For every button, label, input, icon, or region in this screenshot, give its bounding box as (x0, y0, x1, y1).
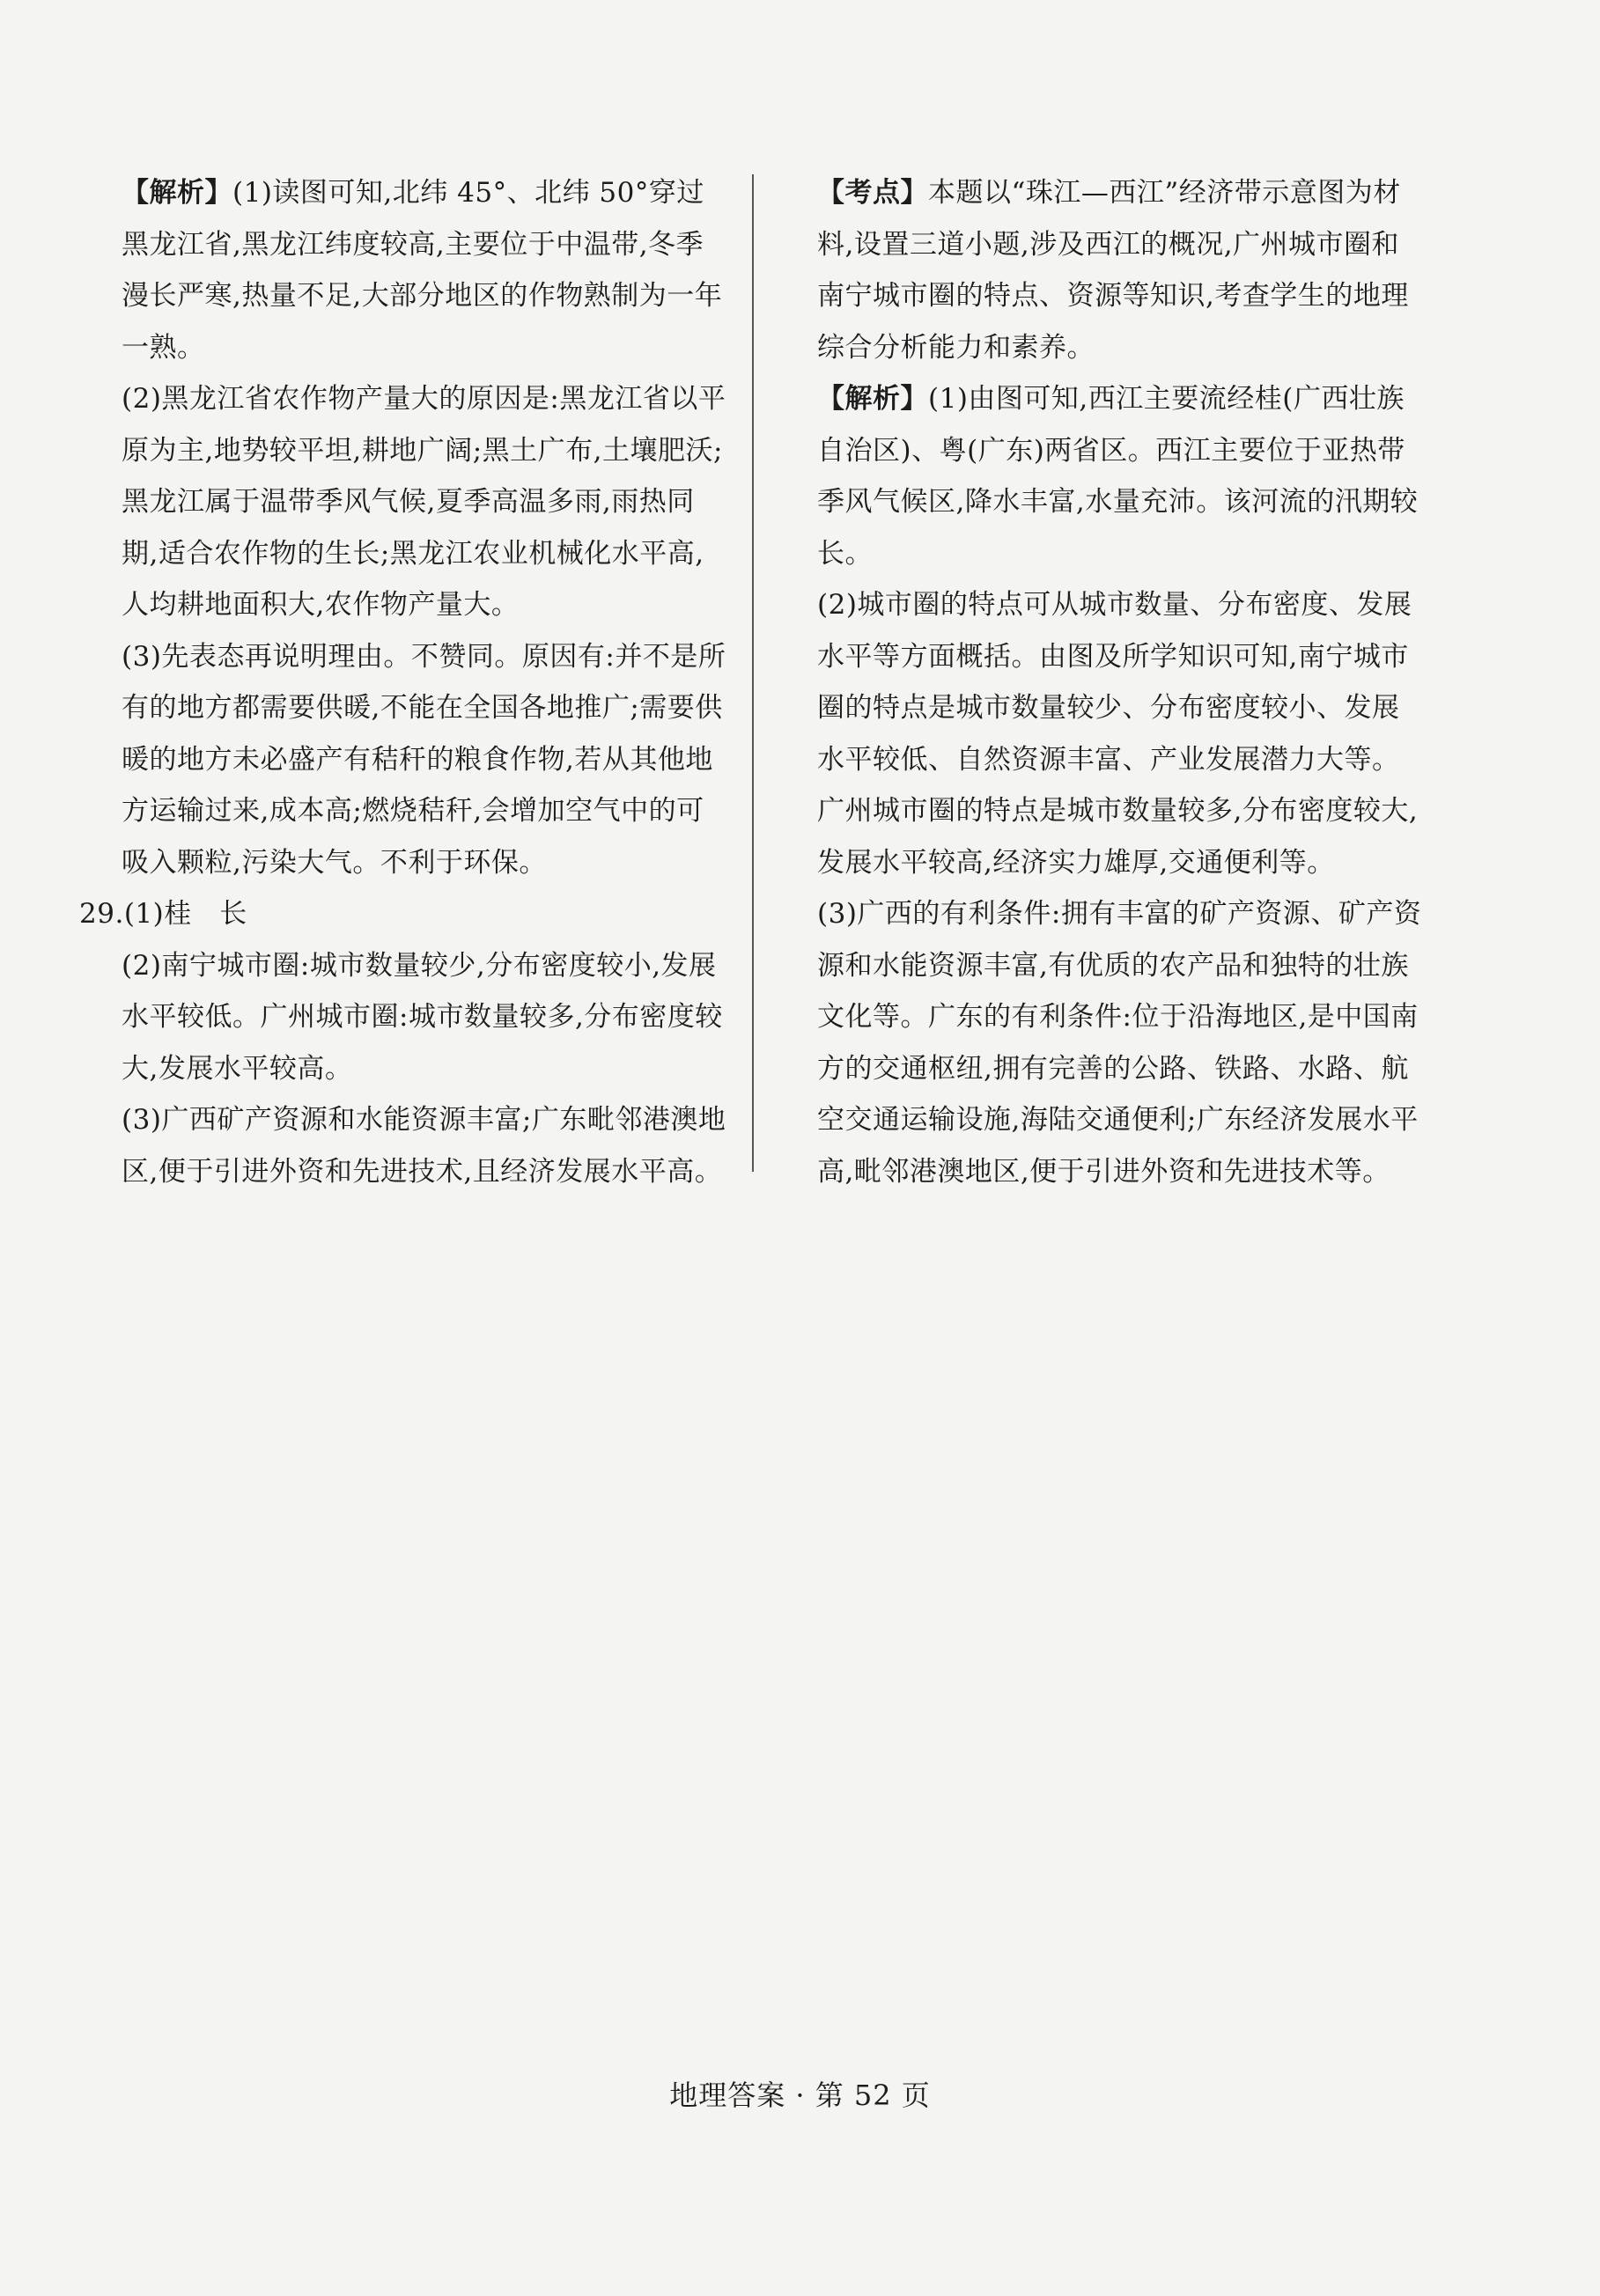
analysis-block-3: (3)先表态再说明理由。不赞同。原因有:并不是所有的地方都需要供暖,不能在全国各地推广;需要供暖的地方未必盛产有秸秆的粮食作物,若从其他地方运输过来,成本高;燃烧秸秆,会增加空气中的可吸入颗粒,污染大气。不利于环保。 (122, 640, 726, 879)
question-number: 29. (79, 898, 124, 930)
question-29-answer-2: (2)南宁城市圈:城市数量较少,分布密度较小,发展水平较低。广州城市圈:城市数量较多,分布密度较大,发展水平较高。 (122, 949, 723, 1085)
jiexi-block-3: (3)广西的有利条件:拥有丰富的矿产资源、矿产资源和水能资源丰富,有优质的农产品和独特的壮族文化等。广东的有利条件:位于沿海地区,是中国南方的交通枢纽,拥有完善的公路、铁路、水路、航空交通运输设施,海陆交通便利;广东经济发展水平高,毗邻港澳地区,便于引进外资和先进技术等。 (817, 898, 1422, 1188)
analysis-tag: 【解析】 (122, 177, 232, 209)
question-29-answer-1 (79, 888, 729, 940)
left-column (79, 167, 729, 1197)
jiexi-block-1 (817, 373, 1425, 579)
page-footer: 地理答案 · 第 52 页 (669, 2079, 931, 2112)
kaodian-block (817, 167, 1425, 373)
analysis-block-2: (2)黑龙江省农作物产量大的原因是:黑龙江省以平原为主,地势较平坦,耕地广阔;黑土广布,土壤肥沃;黑龙江属于温带季风气候,夏季高温多雨,雨热同期,适合农作物的生长;黑龙江农业机械化水平高,人均耕地面积大,农作物产量大。 (122, 383, 726, 621)
jiexi-block-2: (2)城市圈的特点可从城市数量、分布密度、发展水平等方面概括。由图及所学知识可知,南宁城市圈的特点是城市数量较少、分布密度较小、发展水平较低、自然资源丰富、产业发展潜力大等。广州城市圈的特点是城市数量较多,分布密度较大,发展水平较高,经济实力雄厚,交通便利等。 (817, 589, 1419, 879)
kaodian-text: 本题以“珠江—西江”经济带示意图为材料,设置三道小题,涉及西江的概况,广州城市圈和南宁城市圈的特点、资源等知识,考查学生的地理综合分析能力和素养。 (817, 177, 1409, 364)
jiexi-tag: 【解析】 (817, 383, 928, 415)
right-column (817, 167, 1425, 1197)
analysis-block-1 (122, 167, 729, 373)
kaodian-tag: 【考点】 (817, 177, 928, 209)
question-29-answer-3: (3)广西矿产资源和水能资源丰富;广东毗邻港澳地区,便于引进外资和先进技术,且经济发展水平高。 (122, 1104, 726, 1188)
analysis-text-1: (1)读图可知,北纬 45°、北纬 50°穿过黑龙江省,黑龙江纬度较高,主要位于中温带,冬季漫长严寒,热量不足,大部分地区的作物熟制为一年一熟。 (122, 177, 723, 364)
column-divider (752, 174, 754, 1172)
answer-text-1: (1)桂 长 (123, 898, 247, 930)
jiexi-text-1: (1)由图可知,西江主要流经桂(广西壮族自治区)、粤(广东)两省区。西江主要位于亚热带季风气候区,降水丰富,水量充沛。该河流的汛期较长。 (817, 383, 1419, 570)
